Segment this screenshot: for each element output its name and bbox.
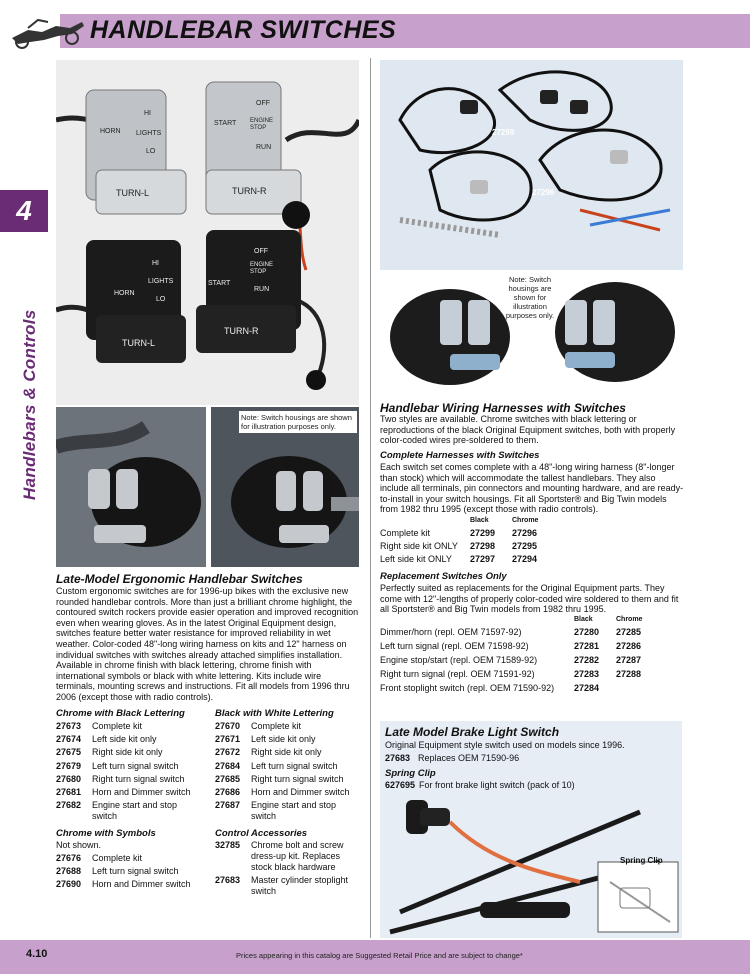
black-white-heading: Black with White Lettering xyxy=(215,708,334,719)
switch-label-run-black: RUN xyxy=(254,286,270,293)
list-item: 27685 Right turn signal switch xyxy=(215,774,344,784)
column-header-black: Black xyxy=(574,616,593,623)
spring-clip-label: Spring Clip xyxy=(620,856,663,865)
column-header-black: Black xyxy=(470,517,489,524)
replacement-table: Black Chrome Dimmer/horn (repl. OEM 71597-92) 27280 27285 Left turn signal (repl. OEM 71598-92) 27281 27286 Engine stop/start (repl. OEM 71589-92) 27282 27287 Right turn signal (repl. OEM 71591-92) 27283 27288 Front stoplight switch (repl. OEM 71590-92) 27284 xyxy=(380,616,643,693)
list-item: 27671 Left side kit only xyxy=(215,734,316,744)
ergonomic-description: Custom ergonomic switches are for 1996-up bikes with the exclusive new rounded handlebar controls. More than just a brilliant chrome highlight, the contoured switch rockers provide easier operation and improved recognition even when wearing gloves. As in the latest Original Equipment design, switches feature better water resistance for improved reliability in wet weather. Color-coded 48"-long wiring harness on kits and 12" harness on individual switches with switches already attached simplifies installation. Available in chrome finish with black lettering, chrome finish with international symbols or black with white lettering. Kits include wire terminals, mounting screws and instructions. Fit all models from 1996 thru 2006 (except those with radio controls). xyxy=(56,586,359,702)
motorcycle-logo-icon xyxy=(8,8,88,50)
complete-harness-heading: Complete Harnesses with Switches xyxy=(380,450,540,461)
switch-label-engine-stop: ENGINE STOP xyxy=(250,118,274,131)
harness-photo xyxy=(380,60,683,270)
switch-label-start-black: START xyxy=(208,280,231,287)
list-item: 27674 Left side kit only xyxy=(56,734,157,744)
chrome-symbols-note: Not shown. xyxy=(56,840,102,850)
switch-label-off: OFF xyxy=(256,100,270,107)
mounted-switch-photo-right xyxy=(211,407,359,567)
mounted-switch-photo-left xyxy=(56,407,206,567)
chrome-black-heading: Chrome with Black Lettering xyxy=(56,708,185,719)
control-accessories-heading: Control Accessories xyxy=(215,828,308,839)
switch-label-turn-l-black: TURN-L xyxy=(122,338,155,348)
page-number: 4.10 xyxy=(26,948,48,960)
switch-label-lo: LO xyxy=(146,148,156,155)
list-item: 27682 Engine start and stop switch xyxy=(56,800,178,821)
column-divider xyxy=(370,58,371,938)
complete-harness-table: Black Chrome Complete kit 27299 27296 Right side kit ONLY 27298 27295 Left side kit ONLY 27297 27294 xyxy=(380,517,539,564)
list-item: 27684 Left turn signal switch xyxy=(215,761,338,771)
list-item: 27676 Complete kit xyxy=(56,853,143,863)
list-item: 27686 Horn and Dimmer switch xyxy=(215,787,350,797)
list-item: 27681 Horn and Dimmer switch xyxy=(56,787,191,797)
replacement-heading: Replacement Switches Only xyxy=(380,571,507,582)
switch-label-lights-black: LIGHTS xyxy=(148,278,174,285)
switch-label-lights: LIGHTS xyxy=(136,130,162,137)
kit-label-a: 27299 xyxy=(492,128,515,137)
section-number: 4 xyxy=(0,190,48,232)
housings-photo xyxy=(380,272,683,397)
price-disclaimer: Prices appearing in this catalog are Suggested Retail Price and are subject to change* xyxy=(236,951,523,960)
switch-label-hi-black: HI xyxy=(152,260,159,267)
complete-harness-description: Each switch set comes complete with a 48"-long wiring harness (8"-longer than stock) which will accommodate the tallest handlebars. They also include all terminals, pin connectors and mounting hardware, and are ready-to-install in your switch housings. Fit all Sportster® and Big Twin models from 1982 thru 1995 (except those with radio controls). xyxy=(380,462,684,515)
switch-label-turn-l: TURN-L xyxy=(116,188,149,198)
ergonomic-title: Late-Model Ergonomic Handlebar Switches xyxy=(56,572,303,586)
spring-clip-heading: Spring Clip xyxy=(385,768,436,779)
switch-label-start: START xyxy=(214,120,237,127)
list-item: 27675 Right side kit only xyxy=(56,747,163,757)
harness-description: Two styles are available. Chrome switches with black lettering or reproductions of the black Original Equipment switches, both with properly color-coded wires pre-soldered to them. xyxy=(380,414,676,446)
replacement-description: Perfectly suited as replacements for the Original Equipment parts. They come with 12"-lengths of properly color-coded wire soldered to them and fit all Sportster® and Big Twin models from 1982 thru 1995. xyxy=(380,583,679,615)
switch-label-hi: HI xyxy=(144,110,151,117)
list-item: 27670 Complete kit xyxy=(215,721,302,731)
column-header-chrome: Chrome xyxy=(616,616,643,623)
list-item: 27690 Horn and Dimmer switch xyxy=(56,879,191,889)
list-item: 27672 Right side kit only xyxy=(215,747,322,757)
harness-title: Handlebar Wiring Harnesses with Switches xyxy=(380,401,626,415)
switches-photo xyxy=(56,60,359,405)
brake-item: 27683 Replaces OEM 71590-96 xyxy=(385,753,520,763)
chrome-symbols-heading: Chrome with Symbols xyxy=(56,828,156,839)
switch-label-engine-stop-black: ENGINE STOP xyxy=(250,262,274,275)
switch-label-off-black: OFF xyxy=(254,248,268,255)
photo-note-left: Note: Switch housings are shown for illustration purposes only. xyxy=(239,411,357,433)
list-item: 27680 Right turn signal switch xyxy=(56,774,185,784)
brake-switch-image xyxy=(380,792,682,938)
page-title: HANDLEBAR SWITCHES xyxy=(90,16,397,44)
column-header-chrome: Chrome xyxy=(512,517,539,524)
switch-label-lo-black: LO xyxy=(156,296,166,303)
switch-label-run: RUN xyxy=(256,144,272,151)
spring-clip-item: 627695 For front brake light switch (pack of 10) xyxy=(385,780,575,790)
list-item: 27688 Left turn signal switch xyxy=(56,866,179,876)
switch-label-horn: HORN xyxy=(100,128,121,135)
section-name: Handlebars & Controls xyxy=(20,309,39,500)
list-item: 27679 Left turn signal switch xyxy=(56,761,179,771)
brake-title: Late Model Brake Light Switch xyxy=(385,725,560,739)
kit-label-b: 27296 xyxy=(532,188,555,197)
switch-label-turn-r: TURN-R xyxy=(232,186,267,196)
switch-label-turn-r-black: TURN-R xyxy=(224,326,259,336)
list-item: 27673 Complete kit xyxy=(56,721,143,731)
list-item: 27687 Engine start and stop switch xyxy=(215,800,337,821)
brake-description: Original Equipment style switch used on models since 1996. xyxy=(385,740,625,750)
switch-label-horn-black: HORN xyxy=(114,290,135,297)
photo-note-right: Note: Switch housings are shown for illustration purposes only. xyxy=(505,275,555,320)
